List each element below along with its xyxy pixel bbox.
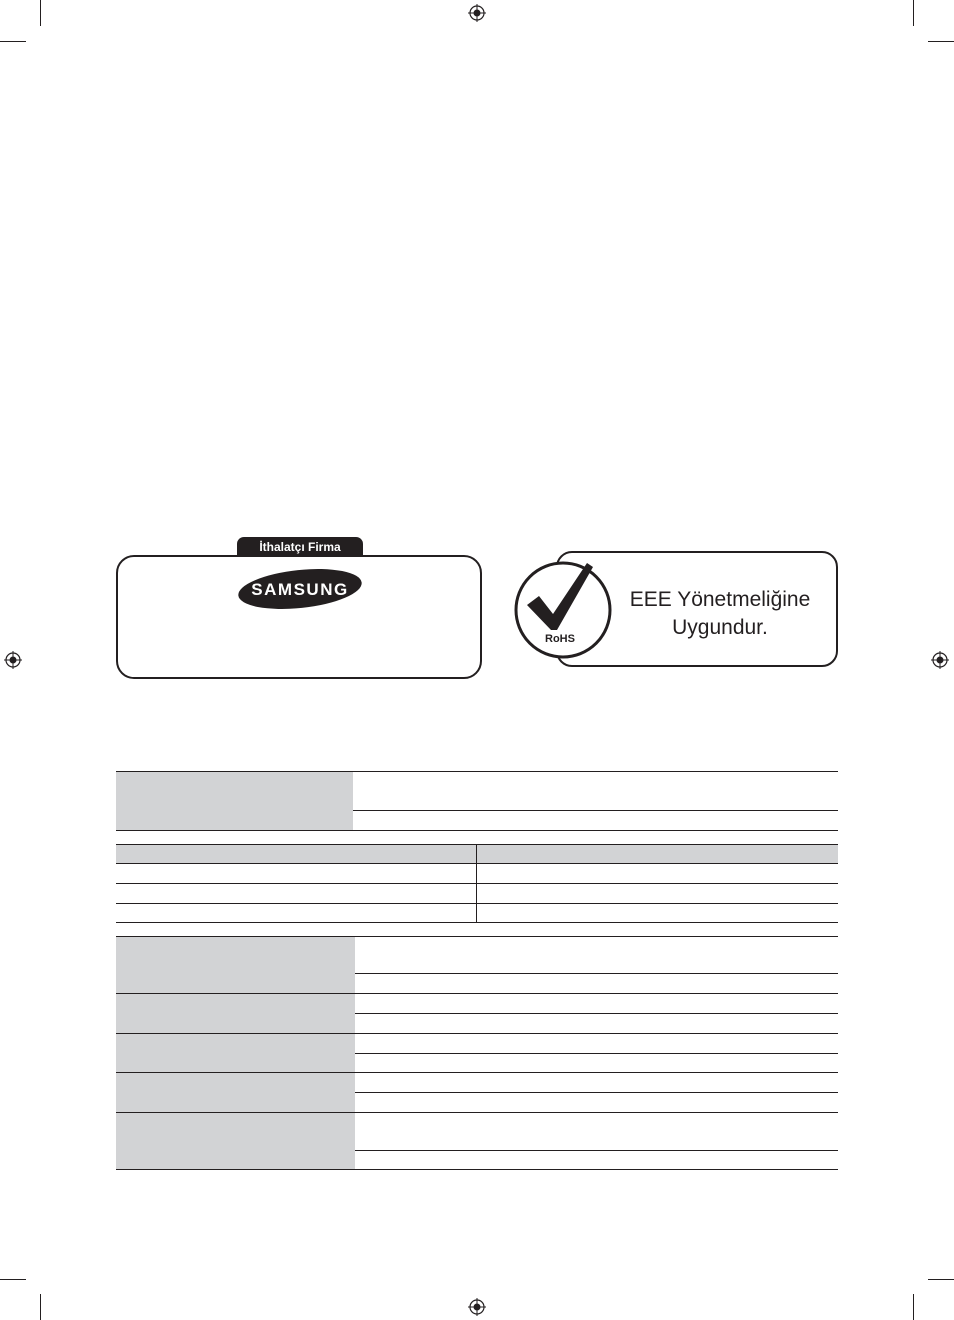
table3-rule	[355, 1053, 838, 1054]
table2-column-divider	[476, 844, 477, 923]
crop-mark-top-right-h	[928, 41, 954, 42]
crop-mark-top-left-h	[0, 41, 26, 42]
registration-mark-left	[4, 651, 22, 669]
table1-rule	[353, 810, 838, 811]
table3-label-cell	[116, 937, 355, 1169]
crop-mark-top-left-v	[40, 0, 41, 26]
rohs-text-line1: EEE Yönetmeliğine	[629, 588, 811, 611]
samsung-logo	[237, 566, 363, 612]
table3-rule	[355, 1150, 838, 1151]
registration-mark-top	[468, 4, 486, 22]
table2-rule	[116, 903, 838, 904]
table3-rule	[116, 1033, 838, 1034]
registration-mark-right	[931, 651, 949, 669]
rohs-badge	[513, 560, 613, 660]
table2-rule	[116, 863, 838, 864]
table1-rule	[116, 830, 838, 831]
table2-rule	[116, 922, 838, 923]
table3-rule	[116, 1072, 838, 1073]
samsung-logo-text: SAMSUNG	[251, 580, 349, 599]
table2-rule	[116, 883, 838, 884]
rohs-text-line2: Uygundur.	[672, 616, 768, 639]
table1-rule	[116, 771, 838, 772]
table3-rule	[116, 1112, 838, 1113]
table3-rule	[116, 936, 838, 937]
table2-header-row	[116, 845, 838, 863]
table3-label-separator	[116, 993, 355, 994]
crop-mark-top-right-v	[913, 0, 914, 26]
crop-mark-bottom-left-v	[40, 1294, 41, 1320]
table3-rule	[116, 1169, 838, 1170]
crop-mark-bottom-right-h	[928, 1279, 954, 1280]
crop-mark-bottom-left-h	[0, 1279, 26, 1280]
table2-rule	[116, 844, 838, 845]
registration-mark-bottom	[468, 1298, 486, 1316]
table1-label-cell	[116, 772, 353, 830]
rohs-compliance-text	[612, 586, 828, 642]
rohs-badge-label: RoHS	[545, 633, 575, 645]
table3-rule	[355, 973, 838, 974]
table3-rule	[355, 1092, 838, 1093]
crop-mark-bottom-right-v	[913, 1294, 914, 1320]
table3-rule	[355, 1013, 838, 1014]
importer-tab-label: İthalatçı Firma	[237, 537, 363, 556]
